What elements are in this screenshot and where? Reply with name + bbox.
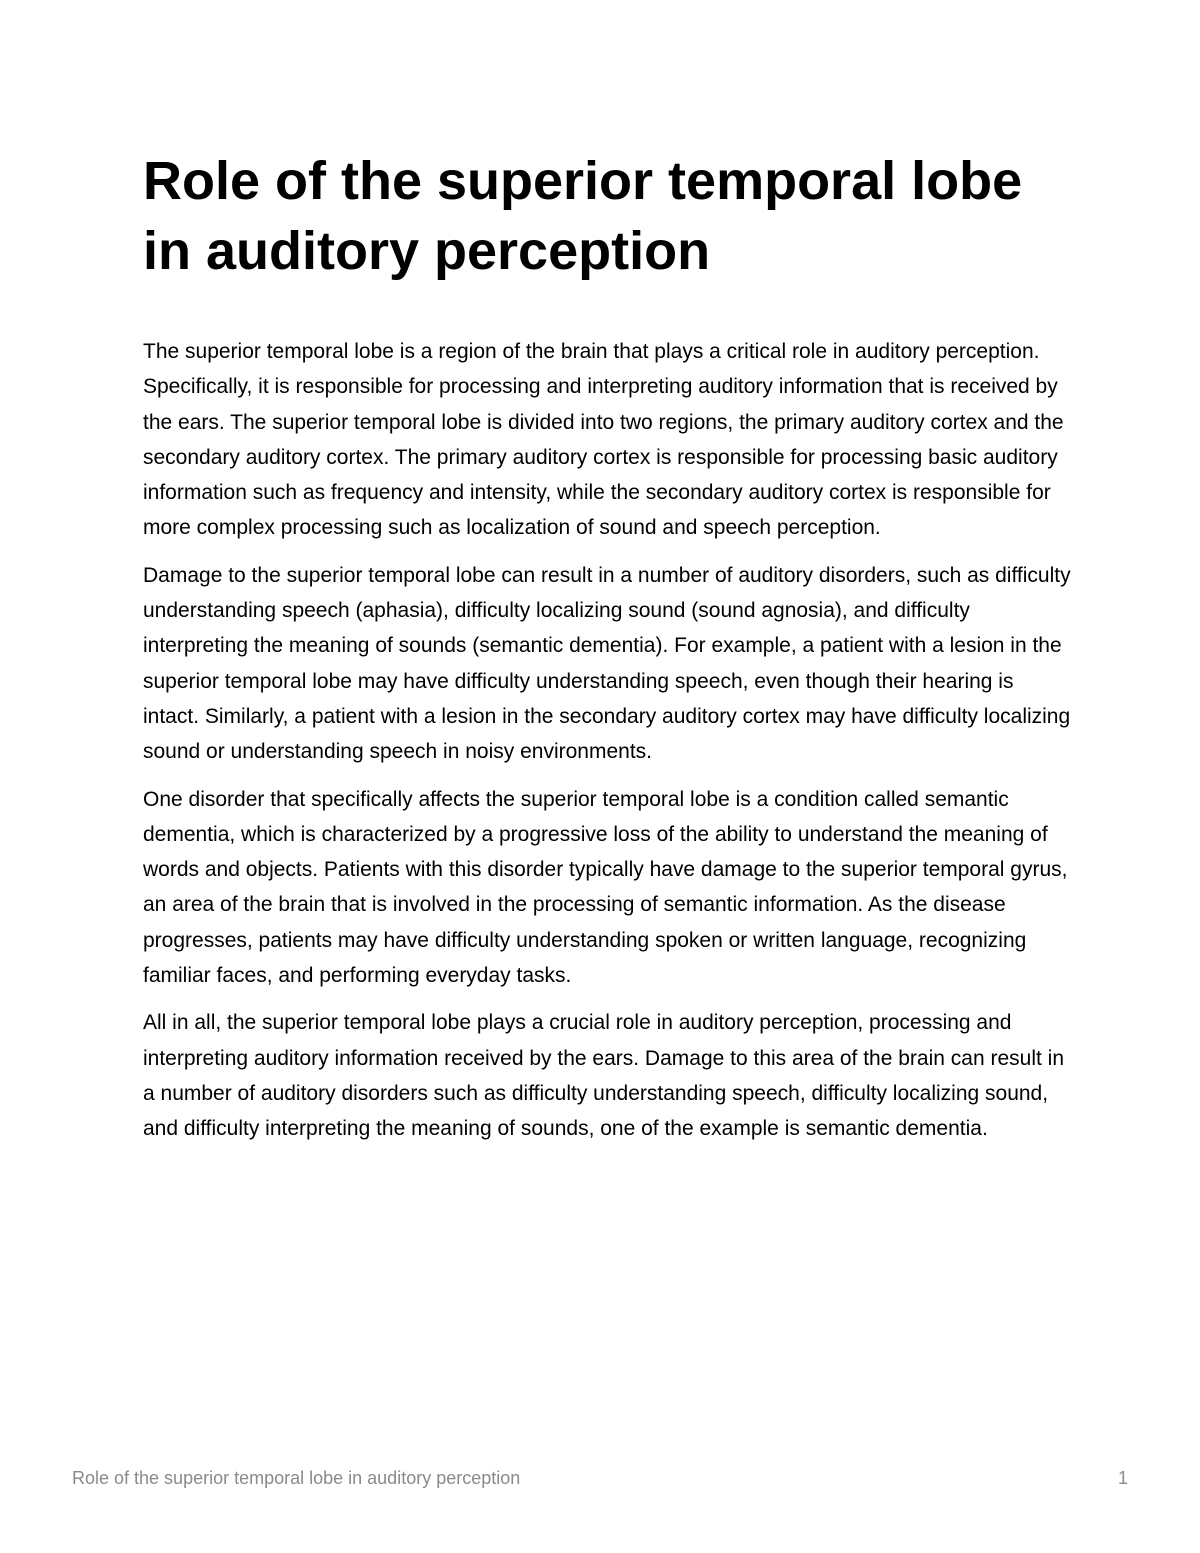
document-content bbox=[143, 146, 1073, 1159]
document-body bbox=[143, 334, 1073, 1147]
paragraph: All in all, the superior temporal lobe plays a crucial role in auditory perception, processing and interpreting auditory information received by the ears. Damage to this area of the brain can result in a number of auditory disorders such as difficulty understanding speech, difficulty localizing sound, and difficulty interpreting the meaning of sounds, one of the example is semantic dementia. bbox=[143, 1011, 1064, 1141]
paragraph: One disorder that specifically affects the superior temporal lobe is a condition called semantic dementia, which is characterized by a progressive loss of the ability to understand the meaning of words and objects. Patients with this disorder typically have damage to the superior temporal gyrus, an area of the brain that is involved in the processing of semantic information. As the disease progresses, patients may have difficulty understanding spoken or written language, recognizing familiar faces, and performing everyday tasks. bbox=[143, 787, 1068, 988]
paragraph: The superior temporal lobe is a region of the brain that plays a critical role in auditory perception. Specifically, it is responsible for processing and interpreting auditory information that is received by the ears. The superior temporal lobe is divided into two regions, the primary auditory cortex and the secondary auditory cortex. The primary auditory cortex is responsible for processing basic auditory information such as frequency and intensity, while the secondary auditory cortex is responsible for more complex processing such as localization of sound and speech perception. bbox=[143, 340, 1064, 540]
footer-title: Role of the superior temporal lobe in auditory perception bbox=[72, 1467, 521, 1488]
document-title: Role of the superior temporal lobe in auditory perception bbox=[143, 151, 1023, 281]
page-footer bbox=[72, 1463, 1128, 1493]
page-number: 1 bbox=[1117, 1467, 1128, 1488]
paragraph: Damage to the superior temporal lobe can result in a number of auditory disorders, such as difficulty understanding speech (aphasia), difficulty localizing sound (sound agnosia), and difficulty interpreting the meaning of sounds (semantic dementia). For example, a patient with a lesion in the superior temporal lobe may have difficulty understanding speech, even though their hearing is intact. Similarly, a patient with a lesion in the secondary auditory cortex may have difficulty localizing sound or understanding speech in noisy environments. bbox=[143, 563, 1071, 764]
